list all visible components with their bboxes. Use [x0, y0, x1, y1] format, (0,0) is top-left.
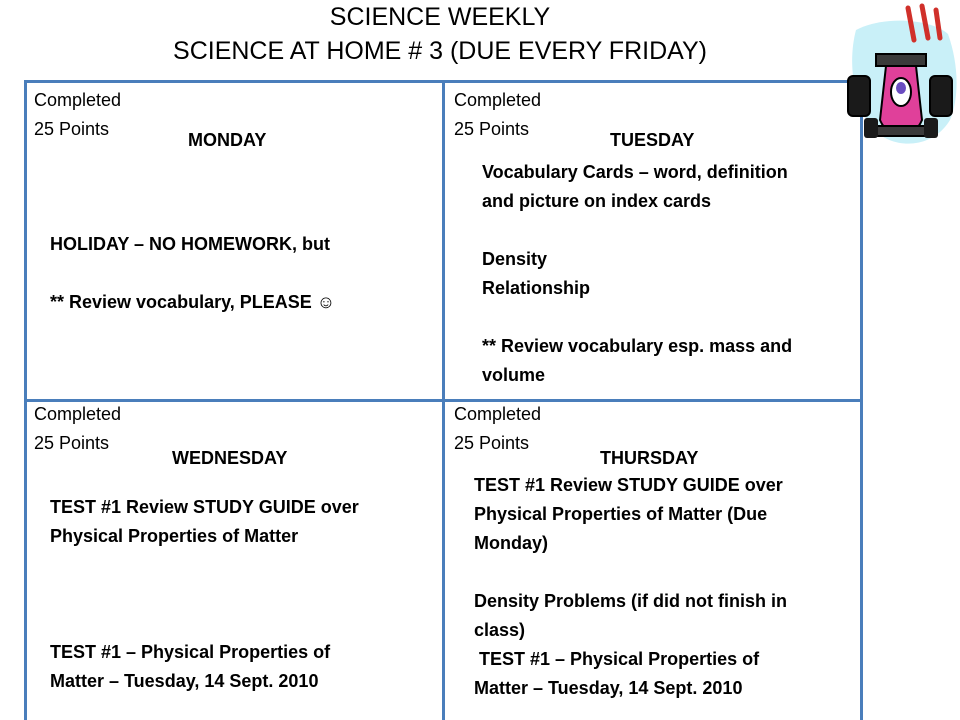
tuesday-body	[482, 158, 792, 390]
wednesday-points-label: 25 Points	[34, 433, 110, 453]
monday-day-label: MONDAY	[188, 130, 267, 150]
thursday-body	[474, 471, 787, 703]
wednesday-line: Matter – Tuesday, 14 Sept. 2010	[50, 671, 319, 691]
thursday-line: Monday)	[474, 533, 548, 553]
thursday-line: Matter – Tuesday, 14 Sept. 2010	[474, 678, 743, 698]
thursday-completed-label: Completed	[454, 404, 542, 424]
wednesday-test-note	[50, 638, 330, 696]
monday-line: HOLIDAY – NO HOMEWORK, but	[50, 234, 331, 254]
thursday-line: class)	[474, 620, 526, 640]
wednesday-completed-label: Completed	[34, 404, 122, 424]
thursday-line: TEST #1 – Physical Properties of	[474, 649, 760, 669]
tuesday-line: volume	[482, 365, 546, 385]
thursday-points-label: 25 Points	[454, 433, 530, 453]
monday-completed-label: Completed	[34, 90, 122, 110]
tuesday-day-label: TUESDAY	[610, 130, 695, 150]
tuesday-line: Vocabulary Cards – word, definition	[482, 162, 788, 182]
tuesday-line: Relationship	[482, 278, 591, 298]
wednesday-line: TEST #1 – Physical Properties of	[50, 642, 331, 662]
race-car-icon	[842, 0, 960, 160]
monday-body	[50, 230, 335, 317]
thursday-line: Physical Properties of Matter (Due	[474, 504, 768, 524]
thursday-line: Density Problems (if did not finish in	[474, 591, 788, 611]
page-subtitle: SCIENCE AT HOME # 3 (DUE EVERY FRIDAY)	[173, 37, 707, 65]
thursday-line: TEST #1 Review STUDY GUIDE over	[474, 475, 783, 495]
grid-horizontal-divider	[24, 399, 863, 402]
tuesday-completed-label: Completed	[454, 90, 542, 110]
wednesday-line: TEST #1 Review STUDY GUIDE over	[50, 497, 359, 517]
tuesday-points-label: 25 Points	[454, 119, 530, 139]
tuesday-line: ** Review vocabulary esp. mass and	[482, 336, 793, 356]
wednesday-line: Physical Properties of Matter	[50, 526, 299, 546]
tuesday-line: Density	[482, 249, 548, 269]
monday-line: ** Review vocabulary, PLEASE ☺	[50, 292, 336, 312]
tuesday-line: and picture on index cards	[482, 191, 712, 211]
wednesday-body	[50, 493, 359, 551]
monday-points-label: 25 Points	[34, 119, 110, 139]
thursday-day-label: THURSDAY	[600, 448, 699, 468]
wednesday-day-label: WEDNESDAY	[172, 448, 288, 468]
page-title: SCIENCE WEEKLY	[329, 3, 551, 31]
